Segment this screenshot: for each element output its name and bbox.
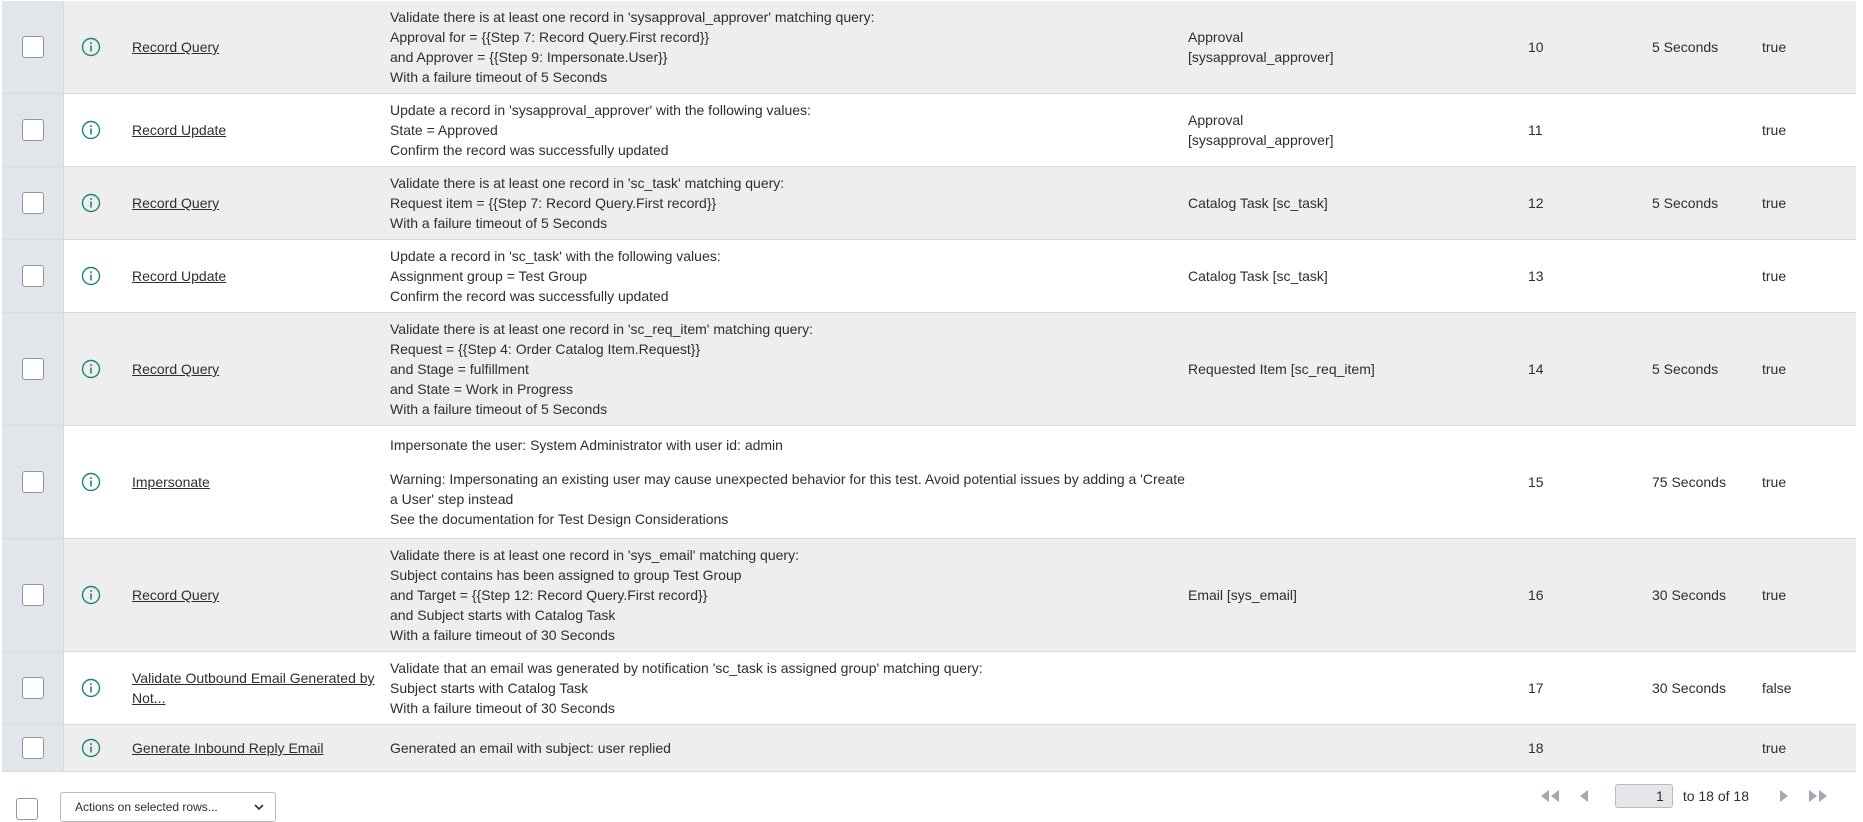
step-description-cell [378,240,1188,312]
table-row [2,167,1856,240]
step-order-cell: 14 [1528,361,1544,377]
description-line: Validate that an email was generated by notification 'sc_task is assigned group' matching query: [390,660,983,676]
table-row [2,1,1856,94]
info-icon[interactable] [81,738,101,758]
step-name-cell [118,167,378,239]
step-order-cell: 18 [1528,740,1544,756]
step-order-cell: 15 [1528,474,1544,490]
table-name-cell [1188,1,1528,93]
description-line: Validate there is at least one record in 'sc_task' matching query: [390,175,785,191]
row-checkbox[interactable] [22,471,44,493]
last-page-icon [1807,789,1829,803]
step-order-cell: 11 [1528,122,1543,138]
step-name-link[interactable]: Record Update [132,122,227,138]
row-select-cell [2,240,64,312]
step-name-cell [118,725,378,771]
next-page-button[interactable] [1767,784,1801,808]
table-name-cell [1188,240,1528,312]
row-select-cell [2,313,64,425]
step-active-cell: true [1762,268,1787,284]
row-info-cell [64,539,118,651]
first-page-button[interactable] [1533,784,1567,808]
step-timeout-cell: 30 Seconds [1652,587,1726,603]
step-timeout-cell [1652,94,1762,166]
description-line: Validate there is at least one record in 'sc_req_item' matching query: [390,321,813,337]
step-name-link[interactable]: Record Query [132,39,220,55]
info-icon[interactable] [81,359,101,379]
description-line: Generated an email with subject: user replied [390,740,671,756]
row-select-cell [2,652,64,724]
step-description-cell [378,652,1188,724]
step-order-cell: 17 [1528,680,1544,696]
row-info-cell [64,1,118,93]
pagination [1533,782,1835,810]
step-active-cell: false [1762,680,1792,696]
row-select-cell [2,1,64,93]
actions-on-selected-rows-select[interactable] [60,792,276,822]
row-select-cell [2,167,64,239]
table-row [2,725,1856,772]
step-timeout-cell: 5 Seconds [1652,361,1719,377]
step-order-cell: 12 [1528,195,1544,211]
table-name-text: Requested Item [sc_req_item] [1188,361,1375,377]
step-description-cell [378,167,1188,239]
step-order-cell: 10 [1528,39,1544,55]
step-timeout-cell [1652,240,1762,312]
step-name-link[interactable]: Generate Inbound Reply Email [132,740,324,756]
table-name-cell [1188,167,1528,239]
row-checkbox[interactable] [22,192,44,214]
step-active-cell: true [1762,122,1787,138]
table-name-text: Approval [1188,112,1244,128]
table-name-cell [1188,313,1528,425]
page-number-input[interactable]: 1 [1615,784,1673,808]
chevron-down-icon [253,801,265,813]
description-line: Request item = {{Step 7: Record Query.First record}} [390,195,717,211]
table-name-text: Catalog Task [sc_task] [1188,195,1328,211]
table-name-text: [sysapproval_approver] [1188,132,1334,148]
actions-select-label: Actions on selected rows... [75,800,218,814]
table-name-text: Approval [1188,29,1244,45]
list-footer [0,782,1863,820]
step-description-cell [378,94,1188,166]
info-icon[interactable] [81,120,101,140]
step-name-cell [118,94,378,166]
info-icon[interactable] [81,472,101,492]
step-active-cell: true [1762,39,1787,55]
step-description-cell [378,1,1188,93]
step-name-cell [118,426,378,538]
row-select-cell [2,426,64,538]
info-icon[interactable] [81,193,101,213]
last-page-button[interactable] [1801,784,1835,808]
step-timeout-cell: 5 Seconds [1652,39,1719,55]
select-all-checkbox[interactable] [16,798,38,820]
row-info-cell [64,426,118,538]
next-page-icon [1773,789,1795,803]
description-line: and Subject starts with Catalog Task [390,607,616,623]
info-icon[interactable] [81,585,101,605]
step-description-cell [378,539,1188,651]
step-name-cell [118,539,378,651]
step-description-cell [378,426,1188,538]
description-line: Warning: Impersonating an existing user may cause unexpected behavior for this test. Avoid potential issues by adding a 'Create a User' step instead [390,471,1185,507]
step-name-link[interactable]: Record Query [132,195,220,211]
description-line: Update a record in 'sysapproval_approver' with the following values: [390,102,811,118]
info-icon[interactable] [81,37,101,57]
description-line: State = Approved [390,122,498,138]
table-name-cell [1188,539,1528,651]
step-name-cell [118,1,378,93]
row-select-cell [2,725,64,771]
step-description-cell [378,313,1188,425]
step-order-cell: 13 [1528,268,1544,284]
table-name-cell [1188,426,1528,538]
description-line: Confirm the record was successfully updated [390,142,669,158]
page-range-text: to 18 of 18 [1682,788,1749,804]
first-page-icon [1539,789,1561,803]
description-line: With a failure timeout of 5 Seconds [390,69,608,85]
description-line: Request = {{Step 4: Order Catalog Item.Request}} [390,341,701,357]
info-icon[interactable] [81,266,101,286]
row-info-cell [64,167,118,239]
row-checkbox[interactable] [22,677,44,699]
row-info-cell [64,240,118,312]
step-timeout-cell: 5 Seconds [1652,195,1719,211]
step-order-cell: 16 [1528,587,1544,603]
description-line: Subject contains has been assigned to group Test Group [390,567,742,583]
table-row [2,94,1856,167]
row-checkbox[interactable] [22,36,44,58]
table-row [2,426,1856,539]
table-row [2,313,1856,426]
row-checkbox[interactable] [22,737,44,759]
step-description-cell [378,725,1188,771]
description-line: Update a record in 'sc_task' with the following values: [390,248,721,264]
row-select-cell [2,94,64,166]
step-timeout-cell: 75 Seconds [1652,474,1726,490]
row-checkbox[interactable] [22,119,44,141]
row-select-cell [2,539,64,651]
step-name-link[interactable]: Record Query [132,587,220,603]
table-name-cell [1188,725,1528,771]
table-name-cell [1188,94,1528,166]
description-line: With a failure timeout of 5 Seconds [390,401,608,417]
table-row [2,240,1856,313]
step-active-cell: true [1762,195,1787,211]
description-line: Validate there is at least one record in 'sys_email' matching query: [390,547,799,563]
description-line: Assignment group = Test Group [390,268,588,284]
table-name-text: Email [sys_email] [1188,587,1297,603]
description-line: With a failure timeout of 30 Seconds [390,627,615,643]
step-name-cell [118,313,378,425]
row-info-cell [64,652,118,724]
description-line: With a failure timeout of 30 Seconds [390,700,615,716]
description-line: Impersonate the user: System Administrator with user id: admin [390,437,783,453]
step-name-link[interactable]: Impersonate [132,474,210,490]
table-row [2,652,1856,725]
step-timeout-cell: 30 Seconds [1652,680,1726,696]
description-line: Approval for = {{Step 7: Record Query.First record}} [390,29,710,45]
step-name-cell [118,240,378,312]
step-name-link[interactable]: Validate Outbound Email Generated by Not... [132,670,375,706]
step-active-cell: true [1762,740,1787,756]
step-active-cell: true [1762,361,1787,377]
description-line: Confirm the record was successfully updated [390,288,669,304]
row-checkbox[interactable] [22,584,44,606]
row-info-cell [64,94,118,166]
description-line: Validate there is at least one record in 'sysapproval_approver' matching query: [390,9,875,25]
description-line: and State = Work in Progress [390,381,573,397]
row-info-cell [64,313,118,425]
description-line: and Approver = {{Step 9: Impersonate.User}} [390,49,668,65]
info-icon[interactable] [81,678,101,698]
row-checkbox[interactable] [22,265,44,287]
previous-page-icon [1573,789,1595,803]
step-name-link[interactable]: Record Update [132,268,227,284]
step-active-cell: true [1762,474,1787,490]
step-active-cell: true [1762,587,1787,603]
row-info-cell [64,725,118,771]
step-name-link[interactable]: Record Query [132,361,220,377]
table-name-cell [1188,652,1528,724]
description-line: and Stage = fulfillment [390,361,529,377]
table-name-text: Catalog Task [sc_task] [1188,268,1328,284]
description-line: With a failure timeout of 5 Seconds [390,215,608,231]
step-timeout-cell [1652,725,1762,771]
description-line: See the documentation for Test Design Considerations [390,511,729,527]
step-name-cell [118,652,378,724]
table-name-text: [sysapproval_approver] [1188,49,1334,65]
description-line: Subject starts with Catalog Task [390,680,589,696]
previous-page-button[interactable] [1567,784,1601,808]
test-steps-list [2,1,1856,772]
description-line: and Target = {{Step 12: Record Query.First record}} [390,587,708,603]
row-checkbox[interactable] [22,358,44,380]
table-row [2,539,1856,652]
